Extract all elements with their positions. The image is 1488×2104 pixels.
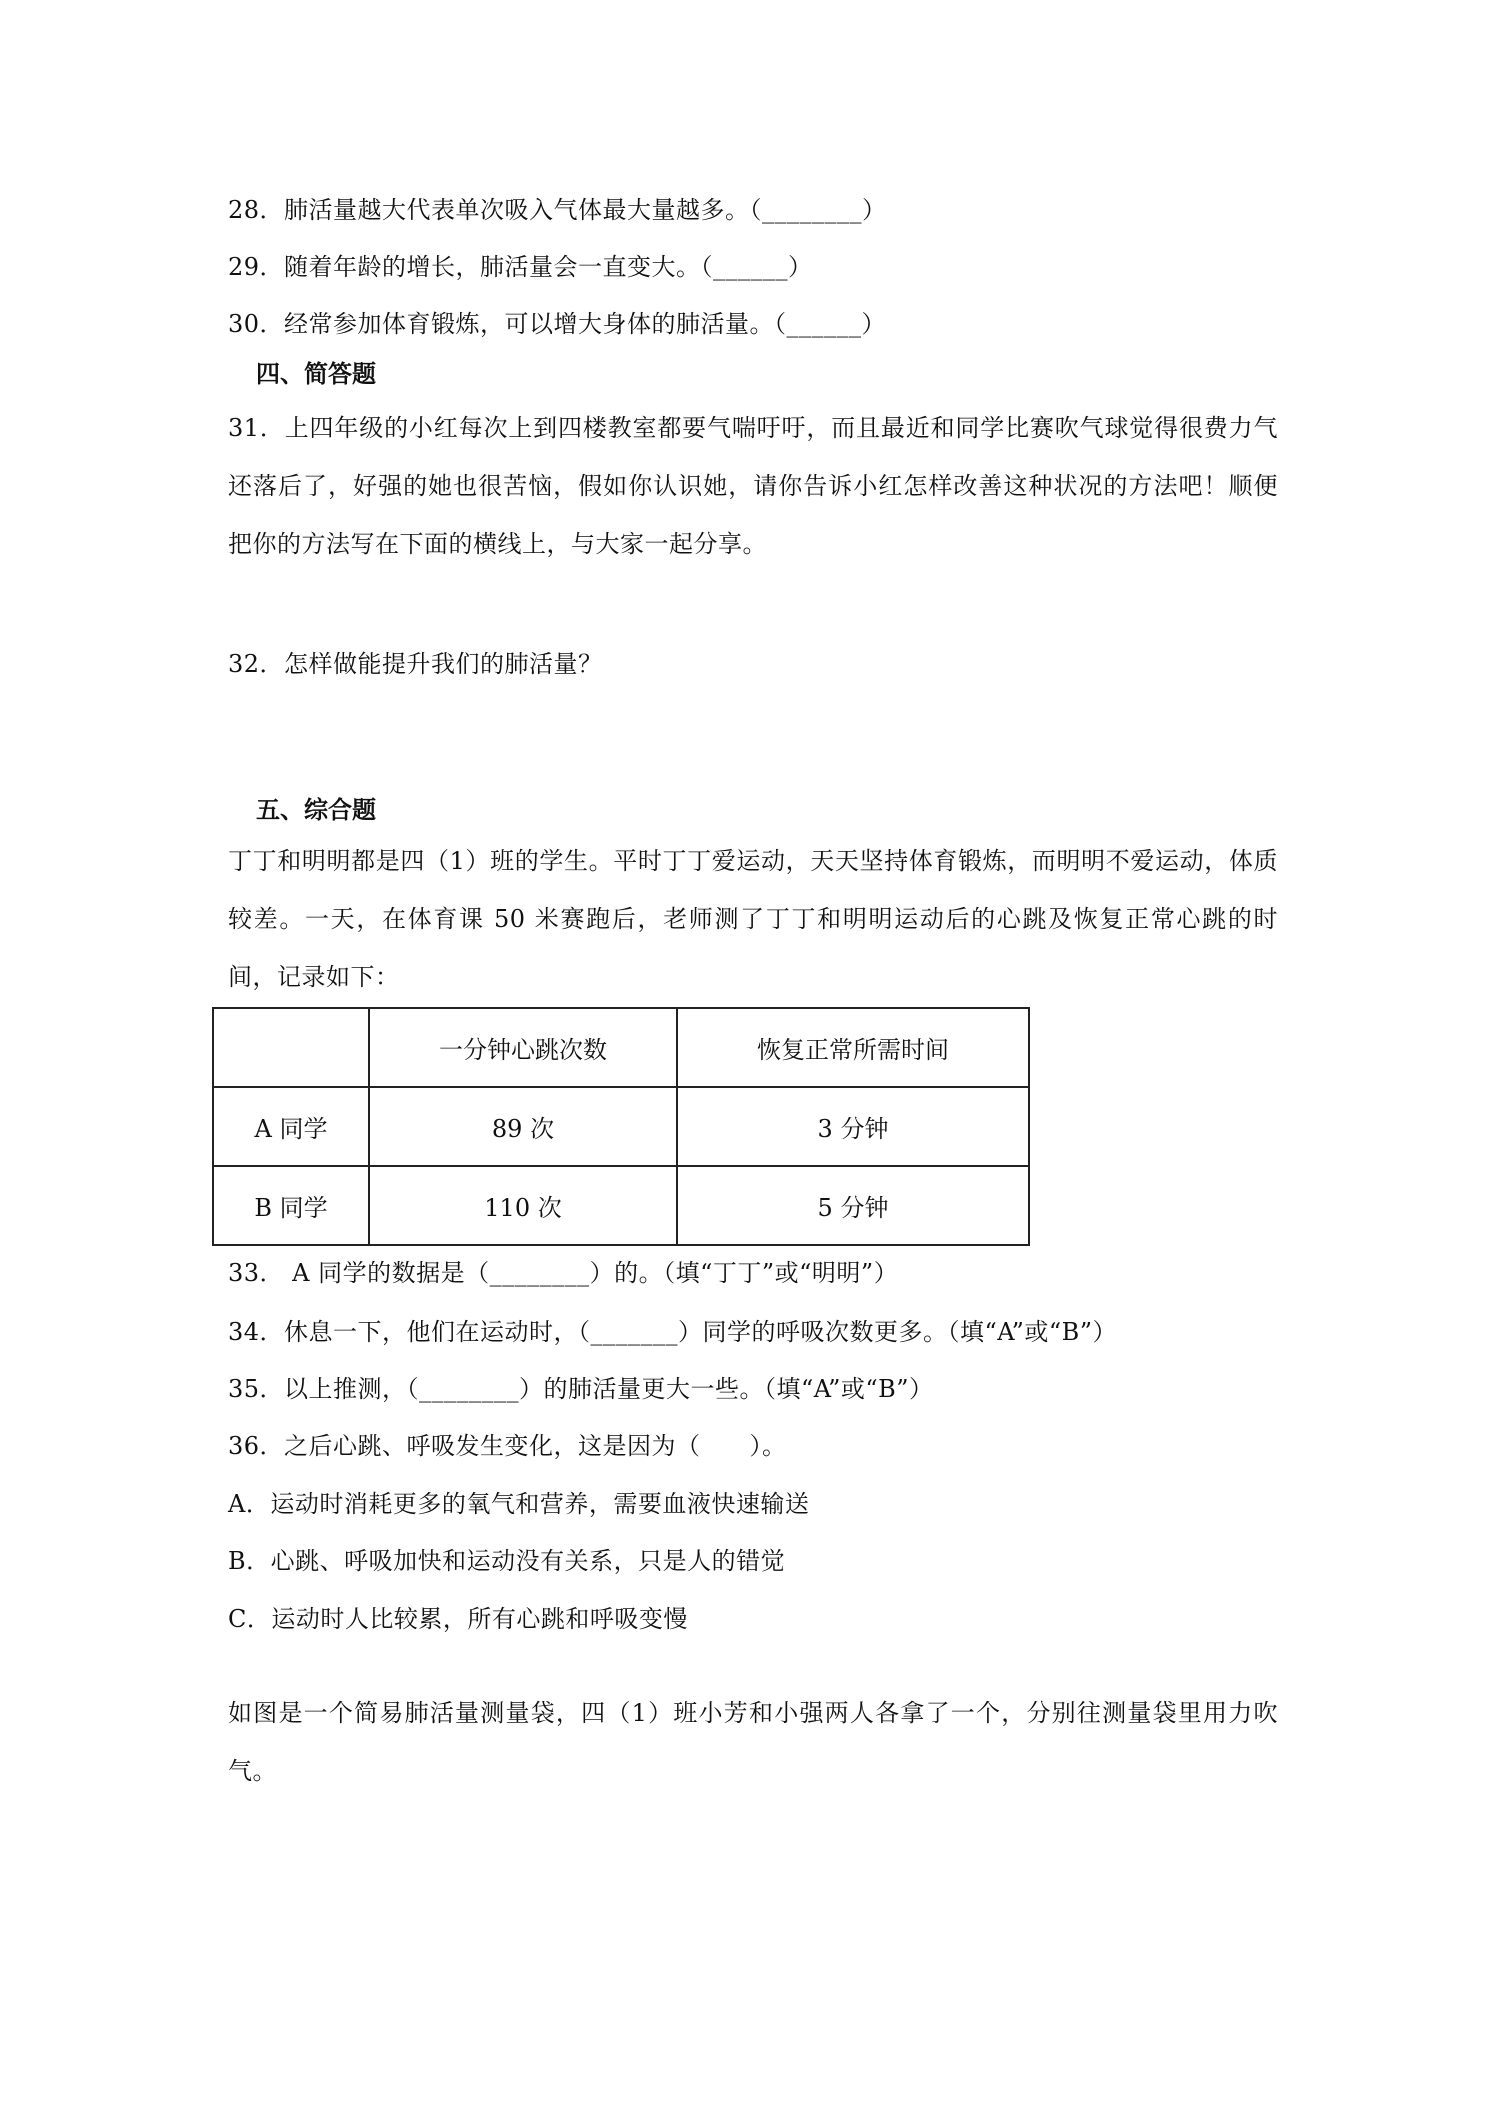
option-b: B．心跳、呼吸加快和运动没有关系，只是人的错觉 (228, 1547, 786, 1575)
table-cell: A 同学 (213, 1087, 369, 1166)
question-34: 34．休息一下，他们在运动时，（_______）同学的呼吸次数更多。（填“A”或“B”） (228, 1318, 1118, 1346)
question-32: 32．怎样做能提升我们的肺活量？ (228, 650, 603, 678)
question-31: 31．上四年级的小红每次上到四楼教室都要气喘吁吁，而且最近和同学比赛吹气球觉得很费力气还落后了，好强的她也很苦恼，假如你认识她，请你告诉小红怎样改善这种状况的方法吧！顺便把你的方法写在下面的横线上，与大家一起分享。 (228, 414, 1278, 558)
table-cell: 5 分钟 (677, 1166, 1029, 1245)
table-cell: 89 次 (369, 1087, 677, 1166)
table-cell: 3 分钟 (677, 1087, 1029, 1166)
question-36: 36．之后心跳、呼吸发生变化，这是因为（ ）。 (228, 1432, 787, 1460)
question-30: 30．经常参加体育锻炼，可以增大身体的肺活量。（______） (228, 310, 887, 338)
question-28: 28．肺活量越大代表单次吸入气体最大量越多。（________） (228, 196, 887, 224)
option-a: A．运动时消耗更多的氧气和营养，需要血液快速输送 (228, 1490, 810, 1518)
section-4-heading: 四、简答题 (256, 359, 376, 388)
table-row (213, 1087, 1029, 1166)
question-29: 29．随着年龄的增长，肺活量会一直变大。（______） (228, 253, 813, 281)
option-c: C．运动时人比较累，所有心跳和呼吸变慢 (228, 1605, 688, 1633)
table-cell: 110 次 (369, 1166, 677, 1245)
question-35: 35．以上推测，（________）的肺活量更大一些。（填“A”或“B”） (228, 1375, 934, 1403)
table-header-cell: 恢复正常所需时间 (677, 1008, 1029, 1087)
table-header-row (213, 1008, 1029, 1087)
table-header-cell: 一分钟心跳次数 (369, 1008, 677, 1087)
table-cell: B 同学 (213, 1166, 369, 1245)
table-header-cell (213, 1008, 369, 1087)
section-5-heading: 五、综合题 (256, 795, 376, 824)
measurement-bag-intro: 如图是一个简易肺活量测量袋，四（1）班小芳和小强两人各拿了一个，分别往测量袋里用力吹气。 (228, 1699, 1278, 1785)
section-5-intro: 丁丁和明明都是四（1）班的学生。平时丁丁爱运动，天天坚持体育锻炼，而明明不爱运动，体质较差。一天，在体育课 50 米赛跑后，老师测了丁丁和明明运动后的心跳及恢复正常心跳的时间，记录如下： (228, 847, 1278, 991)
table-row (213, 1166, 1029, 1245)
heartbeat-table (212, 1007, 1030, 1246)
question-33: 33． A 同学的数据是（________）的。（填“丁丁”或“明明”） (228, 1259, 899, 1287)
